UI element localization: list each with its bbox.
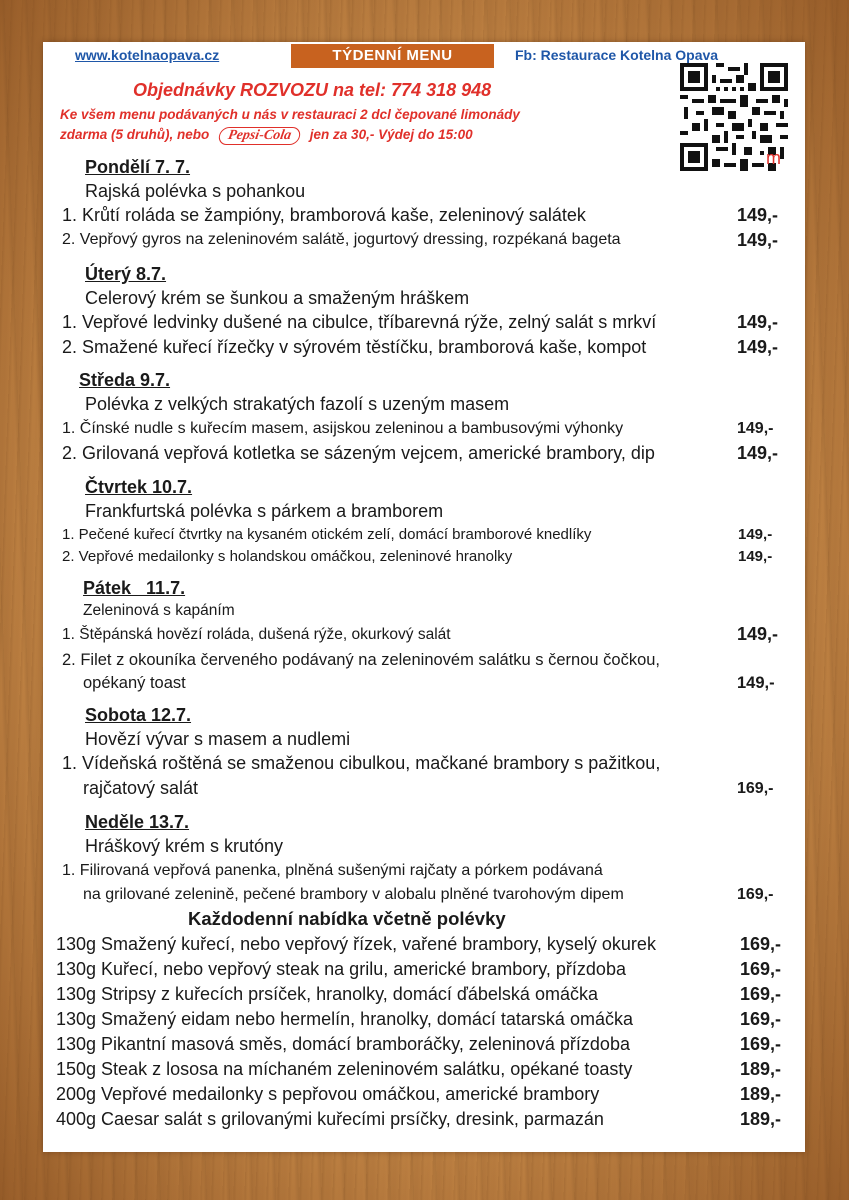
soup-monday: Rajská polévka s pohankou [85,181,306,201]
meal-friday-1: 1. Štěpánská hovězí roláda, dušená rýže, okurkový salát [62,626,451,643]
daily-item-price-5: 169,- [740,1034,782,1054]
day-heading-sunday: Neděle 13.7. [85,812,190,832]
qr-mark: m [766,148,781,168]
daily-item-7: 200g Vepřové medailonky s pepřovou omáčkou, americké brambory [56,1084,600,1104]
soup-friday: Zeleninová s kapáním [83,602,235,619]
soup-thursday: Frankfurtská polévka s párkem a bramborem [85,501,444,521]
promo-line-1: Ke všem menu podávaných u nás v restauraci 2 dcl čepované limonády [60,107,520,122]
price-tuesday-2: 149,- [737,337,779,357]
day-heading-tuesday: Úterý 8.7. [85,264,167,284]
daily-item-price-1: 169,- [740,934,782,954]
day-heading-friday: Pátek 11.7. [83,578,186,598]
day-heading-thursday: Čtvrtek 10.7. [85,477,193,497]
meal-friday-2-cont: opékaný toast [83,674,186,692]
delivery-order-line: Objednávky ROZVOZU na tel: 774 318 948 [133,80,492,100]
daily-item-price-2: 169,- [740,959,782,979]
meal-sunday-1: 1. Filirovaná vepřová panenka, plněná sušenými rajčaty a pórkem podávaná [62,862,603,879]
daily-offer-title: Každodenní nabídka včetně polévky [188,908,506,929]
price-thursday-2: 149,- [738,548,773,565]
meal-thursday-2: 2. Vepřové medailonky s holandskou omáčkou, zeleninové hranolky [62,548,513,565]
promo-line-2: zdarma (5 druhů), nebo Pepsi-Cola jen za 30,- Výdej do 15:00 [60,127,473,143]
meal-saturday-1: 1. Vídeňská roštěná se smaženou cibulkou, mačkané brambory s pažitkou, [62,753,661,773]
soup-saturday: Hovězí vývar s masem a nudlemi [85,729,351,749]
daily-item-price-7: 189,- [740,1084,782,1104]
daily-item-1: 130g Smažený kuřecí, nebo vepřový řízek, vařené brambory, kyselý okurek [56,934,656,954]
price-sunday-1: 169,- [737,886,774,903]
soup-sunday: Hráškový krém s krutóny [85,836,284,856]
daily-item-6: 150g Steak z lososa na míchaném zeleninovém salátku, opékané toasty [56,1059,633,1079]
meal-friday-2: 2. Filet z okouníka červeného podávaný na zeleninovém salátku s černou čočkou, [62,651,661,669]
weekly-menu-banner: TÝDENNÍ MENU [291,44,494,68]
price-monday-2: 149,- [737,230,779,250]
daily-item-price-3: 169,- [740,984,782,1004]
price-thursday-1: 149,- [738,526,773,543]
daily-item-3: 130g Stripsy z kuřecích prsíček, hranolky, domácí ďábelská omáčka [56,984,598,1004]
day-heading-saturday: Sobota 12.7. [85,705,192,725]
daily-item-4: 130g Smažený eidam nebo hermelín, hranolky, domácí tatarská omáčka [56,1009,633,1029]
daily-item-8: 400g Caesar salát s grilovanými kuřecími prsíčky, dresink, parmazán [56,1109,604,1129]
price-friday-1: 149,- [737,624,779,644]
price-monday-1: 149,- [737,205,779,225]
daily-item-2: 130g Kuřecí, nebo vepřový steak na grilu, americké brambory, přízdoba [56,959,626,979]
price-saturday-1: 169,- [737,780,774,797]
daily-item-price-4: 169,- [740,1009,782,1029]
pepsi-logo: Pepsi-Cola [217,127,301,145]
meal-thursday-1: 1. Pečené kuřecí čtvrtky na kysaném otickém zelí, domácí bramborové knedlíky [62,526,592,543]
promo-text [60,105,680,145]
daily-item-price-8: 189,- [740,1109,782,1129]
meal-wednesday-1: 1. Čínské nudle s kuřecím masem, asijskou zeleninou a bambusovými výhonky [62,420,624,437]
daily-item-price-6: 189,- [740,1059,782,1079]
day-heading-monday: Pondělí 7. 7. [85,157,191,177]
meal-monday-2: 2. Vepřový gyros na zeleninovém salátě, jogurtový dressing, rozpékaná bageta [62,231,621,248]
meal-sunday-1-cont: na grilované zelenině, pečené brambory v alobalu plněné tvarohovým dipem [83,886,624,903]
daily-item-5: 130g Pikantní masová směs, domácí bramboráčky, zeleninová přízdoba [56,1034,630,1054]
soup-wednesday: Polévka z velkých strakatých fazolí s uzeným masem [85,394,510,414]
meal-tuesday-2: 2. Smažené kuřecí řízečky v sýrovém těstíčku, bramborová kaše, kompot [62,337,647,357]
soup-tuesday: Celerový krém se šunkou a smaženým hráškem [85,288,470,308]
price-friday-2: 149,- [737,674,775,692]
meal-tuesday-1: 1. Vepřové ledvinky dušené na cibulce, tříbarevná rýže, zelný salát s mrkví [62,312,657,332]
day-heading-wednesday: Středa 9.7. [79,370,171,390]
price-wednesday-2: 149,- [737,443,779,463]
facebook-label: Fb: Restaurace Kotelna Opava [515,47,719,63]
meal-wednesday-2: 2. Grilovaná vepřová kotletka se sázeným vejcem, americké brambory, dip [62,443,655,463]
website-link[interactable]: www.kotelnaopava.cz [75,47,220,63]
meal-monday-1: 1. Krůtí roláda se žampióny, bramborová kaše, zeleninový salátek [62,205,586,225]
meal-saturday-1-cont: rajčatový salát [83,778,199,798]
price-tuesday-1: 149,- [737,312,779,332]
price-wednesday-1: 149,- [737,420,774,437]
